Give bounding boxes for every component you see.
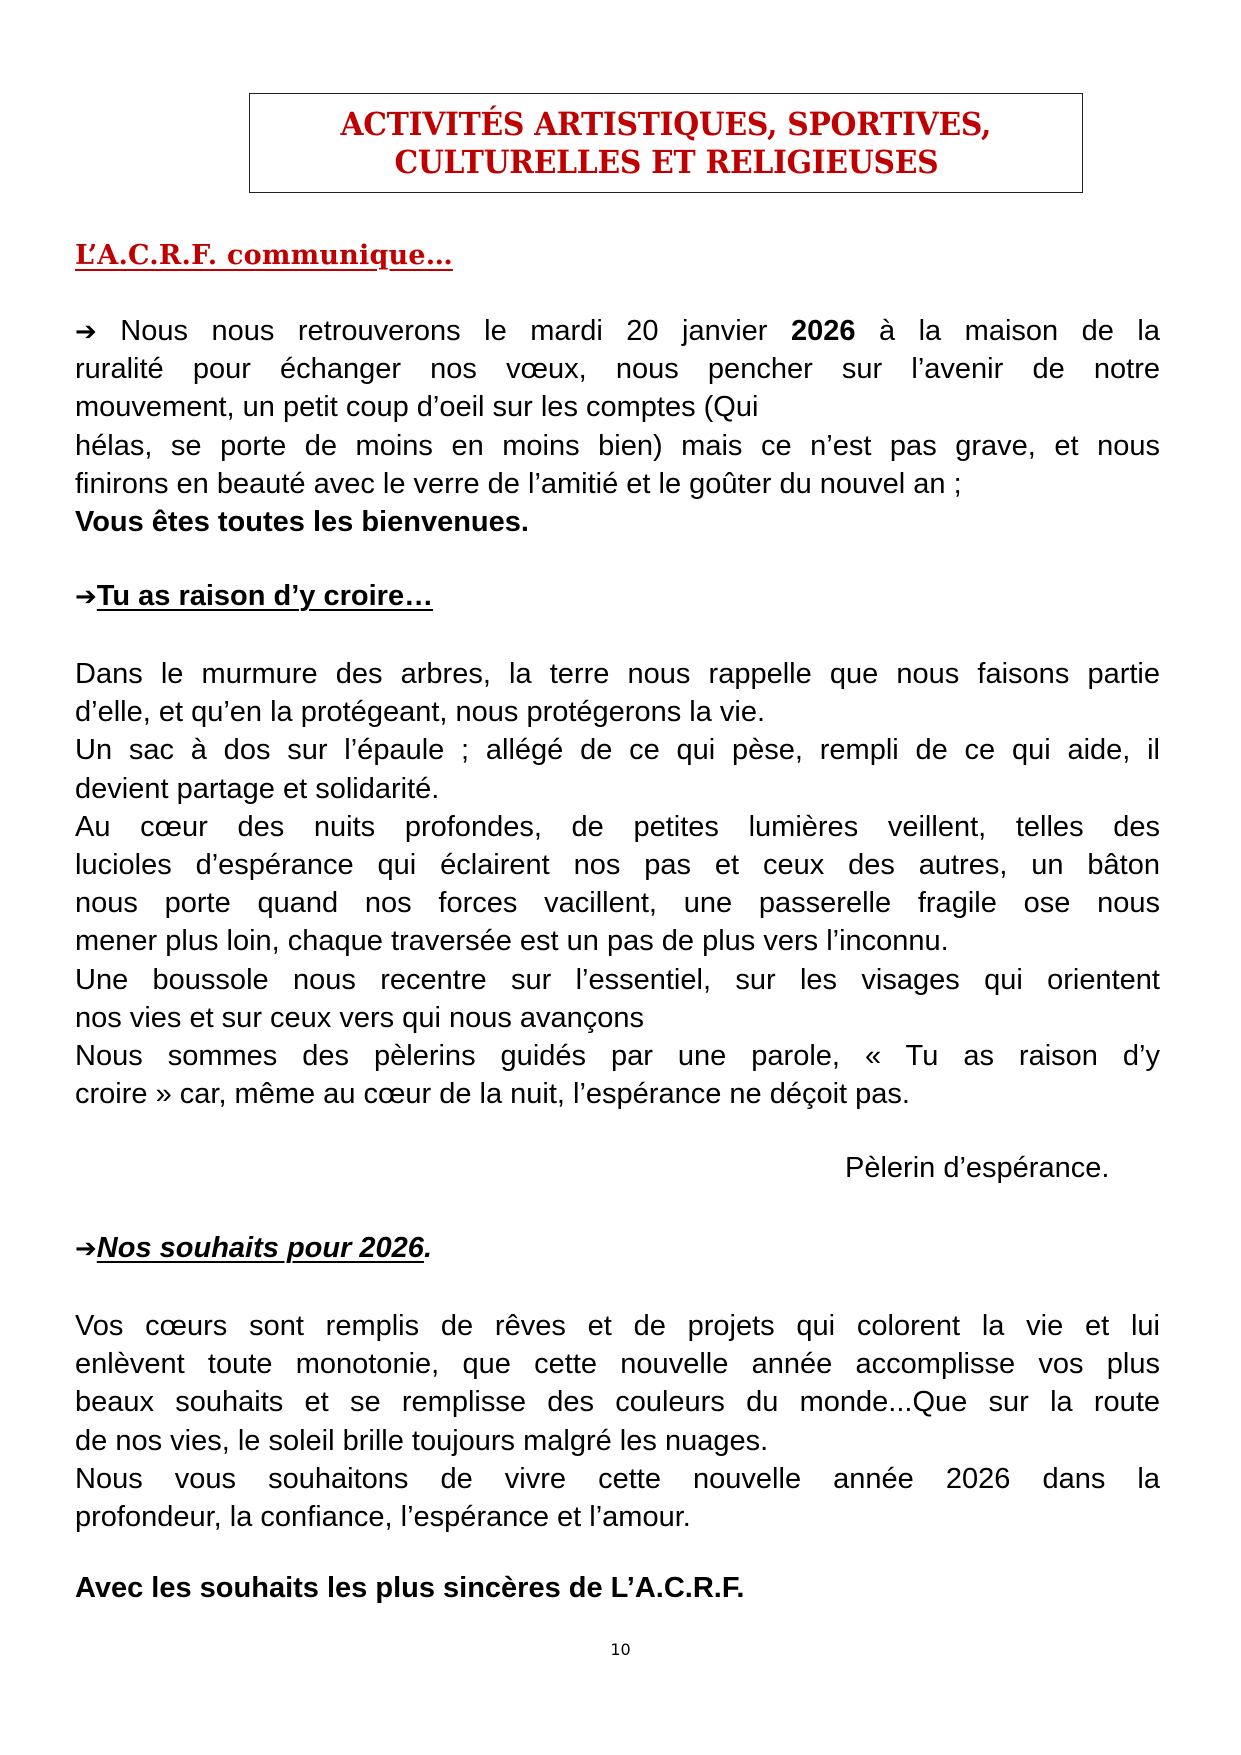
croire-line: d’elle, et qu’en la protégeant, nous protégerons la vie. (75, 696, 766, 729)
croire-line: mener plus loin, chaque traversée est un pas de plus vers l’inconnu. (75, 925, 949, 958)
croire-heading-text: Tu as raison d’y croire… (96, 580, 434, 612)
souhaits-heading (75, 1232, 432, 1265)
closing-text: Avec les souhaits les plus sincères de L’A.C.R.F. (75, 1572, 745, 1604)
signature: Pèlerin d’espérance. (845, 1152, 1110, 1184)
croire-paragraph (75, 655, 1160, 1113)
souhaits-heading-period: . (423, 1232, 433, 1264)
acrf-section-title: L’A.C.R.F. communique… (75, 240, 453, 271)
meeting-line: finirons en beauté avec le verre de l’amitié et le goûter du nouvel an ; (75, 467, 962, 500)
right-arrow-icon: ➔ (75, 582, 97, 612)
meeting-line: mouvement, un petit coup d’oeil sur les comptes (Qui (75, 391, 759, 424)
croire-line: Nous sommes des pèlerins guidés par une parole, « Tu as raison d’y (75, 1039, 1160, 1072)
page-title-line-1: ACTIVITÉS ARTISTIQUES, SPORTIVES, (340, 105, 992, 143)
page-number: 10 (610, 1640, 631, 1659)
page-title-line-2: CULTURELLES ET RELIGIEUSES (394, 143, 938, 181)
souhaits-line: Vos cœurs sont remplis de rêves et de projets qui colorent la vie et lui (75, 1310, 1160, 1342)
croire-line: lucioles d’espérance qui éclairent nos pas et ceux des autres, un bâton (75, 848, 1160, 881)
meeting-line: hélas, se porte de moins en moins bien) mais ce n’est pas grave, et nous (75, 429, 1160, 462)
croire-line: Au cœur des nuits profondes, de petites lumières veillent, telles des (75, 810, 1160, 843)
souhaits-line: de nos vies, le soleil brille toujours malgré les nuages. (75, 1424, 769, 1457)
croire-line: Un sac à dos sur l’épaule ; allégé de ce qui pèse, rempli de ce qui aide, il (75, 734, 1160, 767)
souhaits-line: enlèvent toute monotonie, que cette nouvelle année accomplisse vos plus (75, 1348, 1160, 1381)
croire-line: croire » car, même au cœur de la nuit, l’espérance ne déçoit pas. (75, 1078, 910, 1111)
croire-line: Dans le murmure des arbres, la terre nous rappelle que nous faisons partie (75, 658, 1160, 690)
souhaits-line: Nous vous souhaitons de vivre cette nouvelle année 2026 dans la (75, 1462, 1160, 1495)
croire-line: devient partage et solidarité. (75, 772, 440, 805)
souhaits-line: profondeur, la confiance, l’espérance et l’amour. (75, 1500, 691, 1533)
croire-heading (75, 580, 433, 613)
souhaits-line: beaux souhaits et se remplisse des couleurs du monde...Que sur la route (75, 1386, 1160, 1419)
croire-line: Une boussole nous recentre sur l’essentiel, sur les visages qui orientent (75, 963, 1160, 996)
right-arrow-icon: ➔ (75, 1234, 97, 1264)
croire-line: nos vies et sur ceux vers qui nous avançons (75, 1001, 645, 1034)
meeting-text: Nous nous retrouverons le mardi 20 janvier (96, 315, 791, 347)
title-box (249, 93, 1083, 193)
meeting-line: ruralité pour échanger nos vœux, nous pencher sur l’avenir de notre (75, 353, 1160, 386)
right-arrow-icon: ➔ (75, 317, 97, 347)
meeting-text: à la maison de la (855, 315, 1160, 347)
meeting-year: 2026 (790, 315, 856, 347)
meeting-paragraph (75, 312, 1160, 541)
souhaits-heading-text: Nos souhaits pour 2026 (96, 1232, 424, 1264)
welcome-text: Vous êtes toutes les bienvenues. (75, 505, 529, 538)
meeting-line (75, 312, 1160, 350)
croire-line: nous porte quand nos forces vacillent, une passerelle fragile ose nous (75, 887, 1160, 920)
souhaits-paragraph (75, 1307, 1160, 1536)
